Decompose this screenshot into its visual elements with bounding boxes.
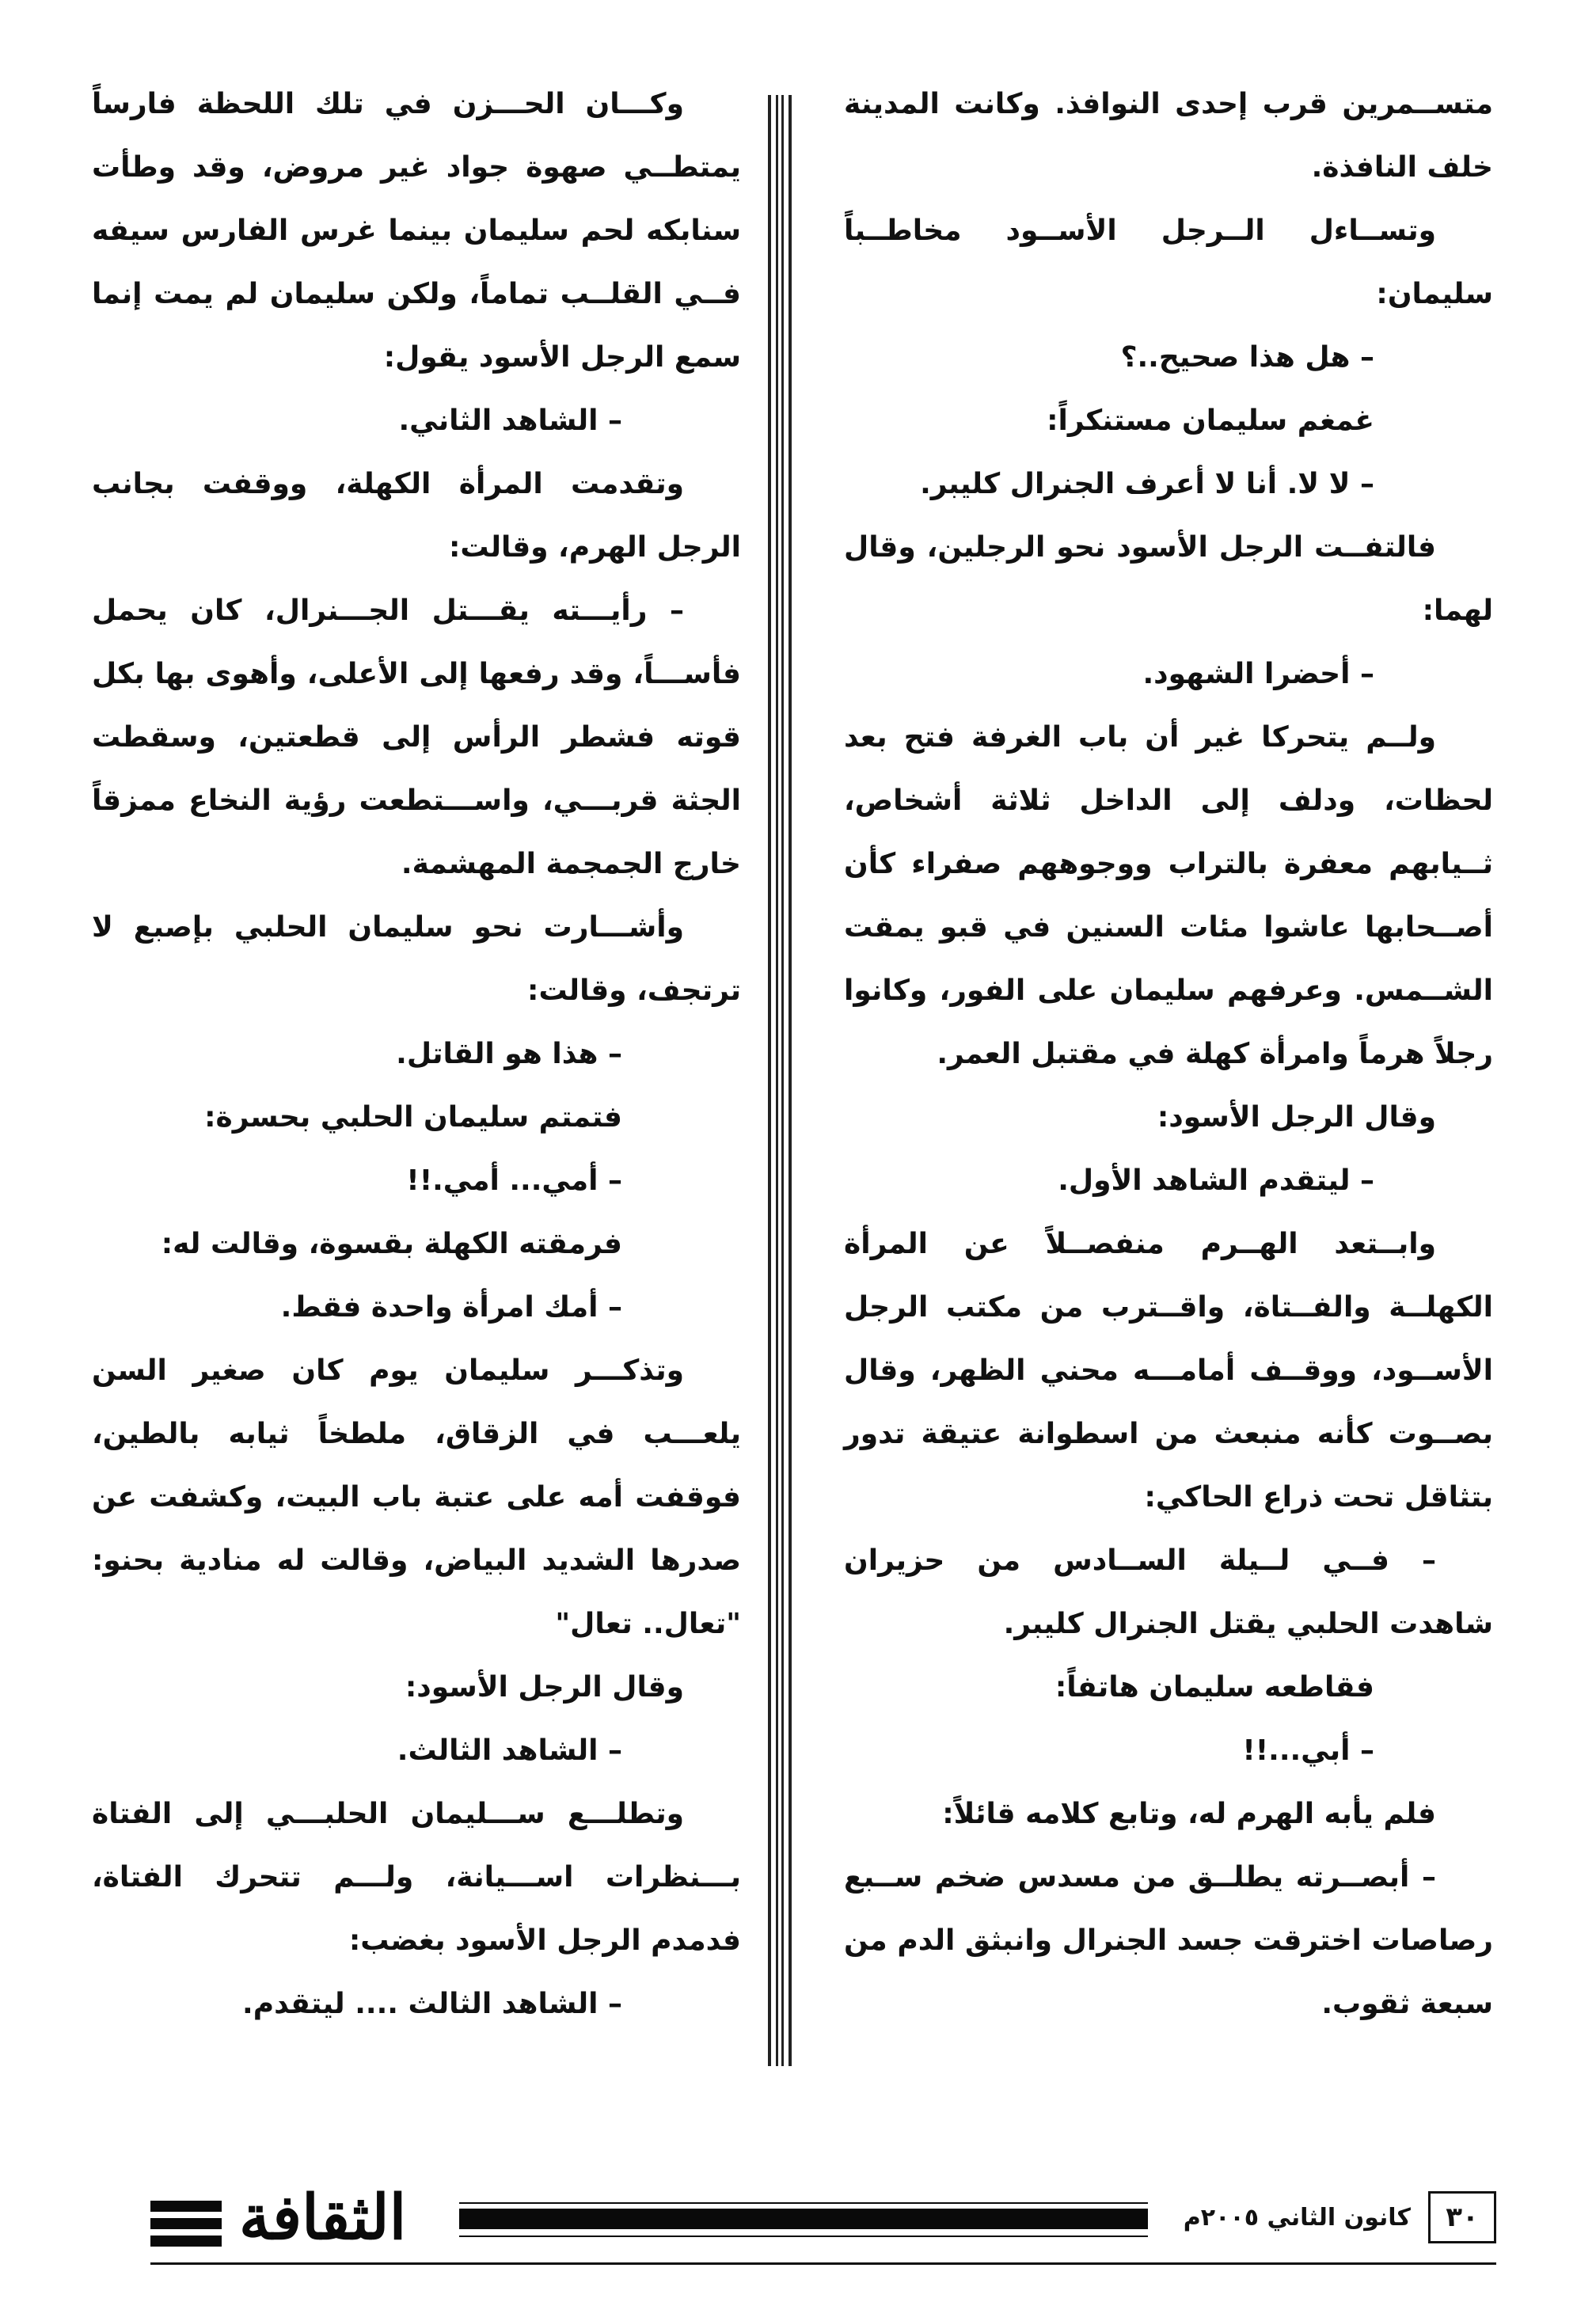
logo-bars xyxy=(150,2201,222,2248)
paragraph: فقاطعه سليمان هاتفاً: xyxy=(1054,1671,1374,1704)
paragraph: فتمتم سليمان الحلبي بحسرة: xyxy=(204,1101,622,1134)
paragraph: – هل هذا صحيح..؟ xyxy=(1120,341,1374,374)
footer-rule xyxy=(459,2236,1148,2237)
paragraph: – أمك امرأة واحدة فقط. xyxy=(280,1291,622,1324)
magazine-logo: الثقافة xyxy=(239,2182,407,2254)
paragraph: وتطلـــع ســـليمان الحلبـــي إلى الفتاة بـــنظرات اســـيانة، ولـــم تتحرك الفتاة، فدمدم الرجل الأسود بغضب: xyxy=(92,1798,741,1957)
footer-bottom-rule xyxy=(150,2262,1496,2265)
paragraph: وتســاءل الــرجل الأســود مخاطــباً سليمان: xyxy=(844,215,1493,310)
paragraph: – أحضرا الشهود. xyxy=(1142,658,1374,690)
paragraph: وكـــان الحـــزن في تلك اللحظة فارساً يمتطــي صهوة جواد غير مروض، وقد وطأت سنابكه لحم سليمان بينما غرس الفارس سيفه فــي القلــب تماماً، ولكن سليمان لم يمت إنما سمع الرجل الأسود يقول: xyxy=(92,88,741,374)
paragraph: غمغم سليمان مستنكراً: xyxy=(1047,405,1374,437)
paragraph: – ليتقدم الشاهد الأول. xyxy=(1058,1164,1374,1197)
text-column-right xyxy=(844,73,1493,2036)
paragraph: ولــم يتحركا غير أن باب الغرفة فتح بعد لحظات، ودلف إلى الداخل ثلاثة أشخاص، ثــيابهم معفرة بالتراب ووجوههم صفراء كأن أصــحابها عاشوا مئات السنين في قبو يمقت الشــمس. وعرفهم سليمان على الفور، وكانوا رجلاً هرماً وامرأة كهلة في مقتبل العمر. xyxy=(844,721,1493,1070)
issue-date: كانون الثاني ٢٠٠٥م xyxy=(1183,2204,1411,2232)
paragraph: فالتفــت الرجل الأسود نحو الرجلين، وقال لهما: xyxy=(844,531,1493,627)
paragraph: وقال الرجل الأسود: xyxy=(405,1671,684,1704)
paragraph: وقال الرجل الأسود: xyxy=(1157,1101,1436,1134)
footer-bar xyxy=(459,2209,1148,2229)
paragraph: وتذكـــر سليمان يوم كان صغير السن يلعـــب في الزقاق، ملطخاً ثيابه بالطين، فوقفت أمه على عتبة باب البيت، وكشفت عن صدرها الشديد البياض، وقالت له منادية بحنو: "تعال.. تعال" xyxy=(92,1354,741,1640)
text-column-left xyxy=(92,73,741,2036)
paragraph: فلم يأبه الهرم له، وتابع كلامه قائلاً: xyxy=(942,1798,1436,1830)
paragraph: – الشاهد الثالث .... ليتقدم. xyxy=(242,1988,622,2020)
page-footer xyxy=(150,2182,1496,2264)
paragraph: فرمقته الكهلة بقسوة، وقالت له: xyxy=(161,1228,622,1260)
paragraph: – الشاهد الثاني. xyxy=(398,405,622,437)
column-divider xyxy=(768,95,792,2066)
paragraph: – فــي لــيلة الســادس من حزيران شاهدت الحلبي يقتل الجنرال كليبر. xyxy=(844,1544,1493,1640)
paragraph: – أبي...!! xyxy=(1242,1734,1374,1767)
paragraph: – أمي... أمي.!! xyxy=(406,1164,622,1197)
paragraph: متســمرين قرب إحدى النوافذ. وكانت المدينة خلف النافذة. xyxy=(844,88,1493,184)
paragraph: – رأيـــته يقـــتل الجـــنرال، كان يحمل فأســـاً، وقد رفعها إلى الأعلى، وأهوى بها بكل قوته فشطر الرأس إلى قطعتين، وسقطت الجثة قربـــي، واســـتطعت رؤية النخاع ممزقاً خارج الجمجمة المهشمة. xyxy=(92,594,741,880)
paragraph: وأشـــارت نحو سليمان الحلبي بإصبع لا ترتجف، وقالت: xyxy=(92,911,741,1007)
footer-rule xyxy=(459,2202,1148,2204)
paragraph: – أبصــرته يطلــق من مسدس ضخم ســبع رصاصات اخترقت جسد الجنرال وانبثق الدم من سبعة ثقوب. xyxy=(844,1861,1493,2020)
paragraph: وابــتعد الهــرم منفصــلاً عن المرأة الكهلــة والفــتاة، واقــترب من مكتب الرجل الأســود، ووقــف أمامـــه محني الظهر، وقال بصــوت كأنه منبعث من اسطوانة عتيقة تدور بتثاقل تحت ذراع الحاكي: xyxy=(844,1228,1493,1514)
paragraph: – هذا هو القاتل. xyxy=(396,1038,622,1070)
paragraph: – لا لا. أنا لا أعرف الجنرال كليبر. xyxy=(920,468,1374,500)
page-number: ٣٠ xyxy=(1428,2191,1496,2243)
paragraph: – الشاهد الثالث. xyxy=(397,1734,622,1767)
paragraph: وتقدمت المرأة الكهلة، ووقفت بجانب الرجل الهرم، وقالت: xyxy=(92,468,741,564)
